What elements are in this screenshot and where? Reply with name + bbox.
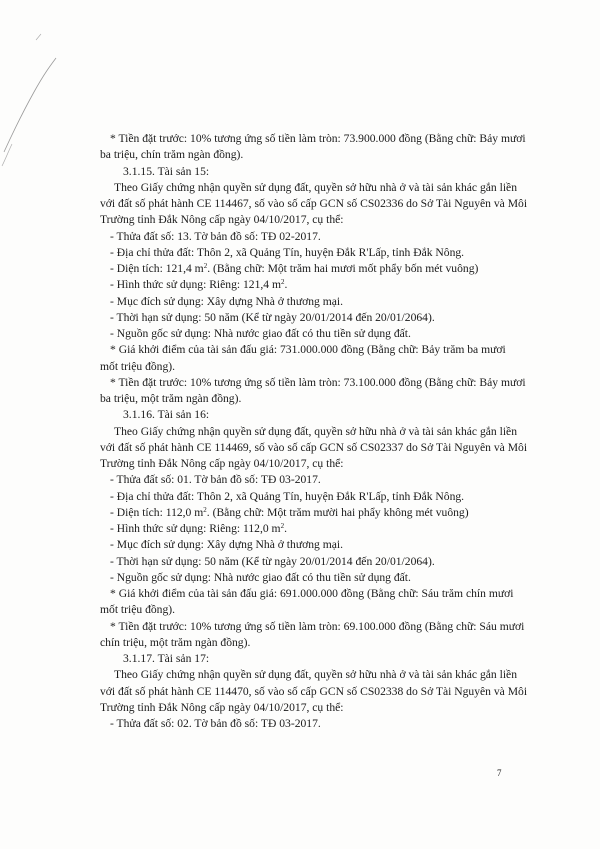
text-line: chín triệu, một trăm ngàn đồng).	[100, 635, 251, 649]
text-line: Trường tỉnh Đắk Nông cấp ngày 04/10/2017, cụ thể:	[100, 213, 344, 227]
text-line: * Tiền đặt trước: 10% tương ứng số tiền làm tròn: 69.100.000 đồng (Bằng chữ: Sáu mươi	[110, 619, 525, 633]
text-line: - Địa chỉ thửa đất: Thôn 2, xã Quảng Tín, huyện Đắk R'Lấp, tỉnh Đắk Nông.	[110, 489, 465, 503]
text-line: với đất số phát hành CE 114470, số vào số cấp GCN số CS02338 do Sở Tài Nguyên và Môi	[100, 684, 528, 698]
text-line: * Giá khởi điểm của tài sản đấu giá: 691.000.000 đồng (Bằng chữ: Sáu trăm chín mươi	[110, 587, 514, 600]
text-line: - Diện tích: 112,0 $m^2$. (Bằng chữ: Một trăm mười hai phẩy không mét vuông)	[110, 505, 469, 519]
text-line: Trường tỉnh Đắk Nông cấp ngày 04/10/2017, cụ thể:	[100, 457, 344, 470]
text-line: Theo Giấy chứng nhận quyền sử dụng đất, quyền sở hữu nhà ở và tài sản khác gắn liền	[114, 424, 517, 438]
text-line: - Địa chỉ thửa đất: Thôn 2, xã Quảng Tín, huyện Đắk R'Lấp, tỉnh Đắk Nông.	[110, 245, 465, 259]
text-line: - Thời hạn sử dụng: 50 năm (Kể từ ngày 20/01/2014 đến 20/01/2064).	[110, 554, 435, 568]
text-line: - Mục đích sử dụng: Xây dựng Nhà ở thương mại.	[110, 294, 344, 308]
text-line: với đất số phát hành CE 114469, số vào số cấp GCN số CS02337 do Sở Tài Nguyên và Môi	[100, 440, 528, 454]
text-line: * Tiền đặt trước: 10% tương ứng số tiền làm tròn: 73.900.000 đồng (Bằng chữ: Bảy mươi	[110, 132, 526, 145]
text-line: - Thửa đất số: 02. Tờ bản đồ số: TĐ 03-2017.	[110, 717, 321, 730]
text-line: với đất số phát hành CE 114467, số vào số cấp GCN số CS02336 do Sở Tài Nguyên và Môi	[100, 197, 528, 210]
text-line: - Thời hạn sử dụng: 50 năm (Kể từ ngày 20/01/2014 đến 20/01/2064).	[110, 310, 435, 324]
text-line: mốt triệu đồng).	[100, 603, 176, 617]
text-line: Theo Giấy chứng nhận quyền sử dụng đất, quyền sở hữu nhà ở và tài sản khác gắn liền	[114, 180, 517, 194]
text-line: - Hình thức sử dụng: Riêng: 112,0 $m^2$.	[110, 522, 287, 535]
text-line: 3.1.17. Tài sản 17:	[123, 652, 210, 665]
text-line: - Thửa đất số: 13. Tờ bản đồ số: TĐ 02-2017.	[110, 229, 321, 243]
text-line: * Giá khởi điểm của tài sản đấu giá: 731.000.000 đồng (Bằng chữ: Bảy trăm ba mươi	[110, 343, 506, 357]
scan-mark	[0, 0, 80, 170]
text-line: - Diện tích: 121,4 $m^2$. (Bằng chữ: Một trăm hai mươi mốt phẩy bốn mét vuông)	[110, 262, 479, 275]
text-line: - Thửa đất số: 01. Tờ bản đồ số: TĐ 03-2017.	[110, 473, 321, 487]
text-line: - Nguồn gốc sử dụng: Nhà nước giao đất có thu tiền sử dụng đất.	[110, 570, 411, 584]
text-line: 3.1.16. Tài sản 16:	[123, 408, 210, 422]
page-number: 7	[497, 768, 502, 778]
text-line: ba triệu, một trăm ngàn đồng).	[100, 392, 242, 405]
text-line: ba triệu, chín trăm ngàn đồng).	[100, 148, 244, 162]
text-line: - Nguồn gốc sử dụng: Nhà nước giao đất có thu tiền sử dụng đất.	[110, 327, 411, 340]
document-body	[100, 131, 530, 732]
text-line: mốt triệu đồng).	[100, 359, 176, 373]
text-line: 3.1.15. Tài sản 15:	[123, 164, 210, 178]
text-line: - Hình thức sử dụng: Riêng: 121,4 $m^2$.	[110, 278, 288, 292]
text-line: * Tiền đặt trước: 10% tương ứng số tiền làm tròn: 73.100.000 đồng (Bằng chữ: Bảy mươi	[110, 375, 526, 389]
text-line: Theo Giấy chứng nhận quyền sử dụng đất, quyền sở hữu nhà ở và tài sản khác gắn liền	[114, 668, 517, 682]
text-line: - Mục đích sử dụng: Xây dựng Nhà ở thương mại.	[110, 538, 344, 552]
text-line: Trường tỉnh Đắk Nông cấp ngày 04/10/2017, cụ thể:	[100, 700, 344, 714]
